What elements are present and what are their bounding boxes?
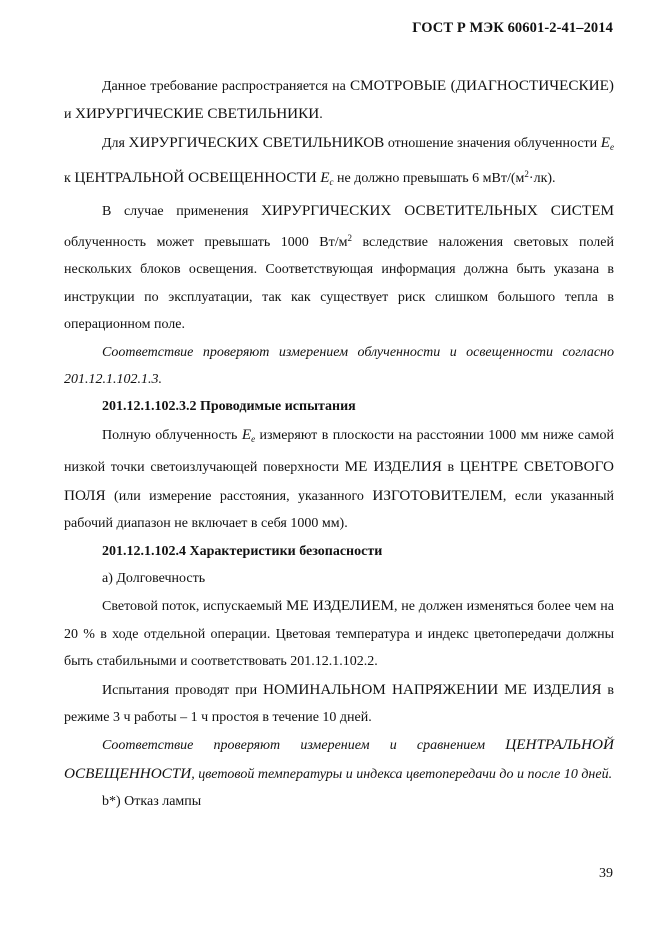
text: к [64, 171, 75, 187]
page-number: 39 [599, 866, 613, 881]
symbol-ee: E [600, 133, 610, 151]
term-surgical-luminaires: ХИРУРГИЧЕСКИЕ СВЕТИЛЬНИКИ [75, 105, 320, 123]
text: Данное требование распространяется на [102, 79, 351, 94]
document-header: ГОСТ Р МЭК 60601-2-41–2014 [412, 20, 613, 36]
text: В случае применения [102, 203, 262, 219]
text: , цветовой температуры и индекса цветопередачи до и после 10 дней. [191, 766, 613, 782]
text: Соответствие проверяют измерением и сравнением [102, 738, 506, 754]
text: (или измерение расстояния, указанного [105, 488, 373, 504]
term-surgical-luminaires: ХИРУРГИЧЕСКИХ СВЕТИЛЬНИКОВ [128, 133, 385, 151]
term-central-illuminance: ЦЕНТРАЛЬНОЙ ОСВЕЩЕННОСТИ [74, 169, 317, 187]
paragraph-test-mode [64, 676, 614, 732]
section-heading-safety: 201.12.1.102.4 Характеристики безопасности [102, 543, 383, 559]
term-me-equipment: МЕ ИЗДЕЛИЯ [344, 458, 442, 476]
term-diagnostic-luminaires: СМОТРОВЫЕ (ДИАГНОСТИЧЕСКИЕ) [350, 77, 614, 94]
text: отношение значения облученности [384, 135, 601, 151]
text: вследствие наложения световых полей нескольких блоков освещения. Соответствующая информация должна быть указана в инструкции по эксплуатации, так как существует риск слишком большого тепла в операционном поле. [64, 235, 614, 333]
subscript: e [609, 141, 614, 152]
subscript: c [329, 177, 334, 188]
section-heading-tests: 201.12.1.102.3.2 Проводимые испытания [102, 399, 356, 415]
text: и [64, 107, 75, 123]
paragraph-compliance-2 [64, 731, 614, 788]
subscript: e [251, 433, 256, 444]
term-central-illuminance: ЦЕНТРАЛЬНОЙ ОСВЕЩЕННОСТИ [64, 736, 614, 782]
paragraph-luminous-flux [64, 592, 614, 675]
text: Световой поток, испускаемый [102, 599, 287, 615]
list-item-durability: а) Долговечность [102, 570, 206, 586]
text: Полную облученность [102, 427, 242, 443]
text: в режиме 3 ч работы – 1 ч простоя в течение 10 дней. [64, 682, 615, 725]
symbol-ee: E [241, 425, 252, 443]
paragraph-surgical-systems [64, 197, 614, 339]
paragraph-scope [64, 72, 614, 129]
paragraph-compliance-1: Соответствие проверяют измерением облученности и освещенности согласно 201.12.1.102.1.3. [64, 344, 614, 388]
paragraph-test-procedure [64, 421, 614, 538]
text: ·лк). [528, 171, 556, 187]
text: Испытания проводят при [102, 682, 263, 698]
term-rated-voltage: НОМИНАЛЬНОМ НАПРЯЖЕНИИ [262, 680, 499, 698]
text: , если указанный рабочий диапазон не включает в себя 1000 мм). [64, 488, 615, 532]
text: в [441, 460, 460, 476]
paragraph-irradiance-ratio [64, 129, 614, 197]
superscript: 2 [347, 233, 352, 244]
document-body [64, 72, 614, 816]
term-light-field-centre: ЦЕНТРЕ СВЕТОВОГО ПОЛЯ [64, 458, 614, 504]
text: . [319, 107, 323, 123]
text: измеряют в плоскости на расстоянии 1000 мм ниже самой низкой точки светоизлучающей поверхности [64, 427, 614, 476]
term-me-equipment: МЕ ИЗДЕЛИЕМ [286, 597, 394, 615]
list-item-lamp-failure: b*) Отказ лампы [102, 794, 202, 810]
term-surgical-lighting-systems: ХИРУРГИЧЕСКИХ ОСВЕТИТЕЛЬНЫХ СИСТЕМ [261, 201, 614, 219]
term-manufacturer: ИЗГОТОВИТЕЛЕМ [372, 486, 503, 504]
text: , не должен изменяться более чем на 20 % в ходе отдельной операции. Цветовая температура и индекс цветопередачи должны быть стабильными и соответствовать 201.12.1.102.2. [64, 599, 614, 670]
superscript: 2 [524, 169, 529, 180]
term-me-equipment: МЕ ИЗДЕЛИЯ [504, 680, 602, 698]
text: облученность может превышать 1000 Вт/м [64, 235, 348, 251]
text: не должно превышать 6 мВт/(м [333, 171, 525, 187]
symbol-ec: E [320, 169, 330, 187]
text: Для [102, 135, 129, 151]
